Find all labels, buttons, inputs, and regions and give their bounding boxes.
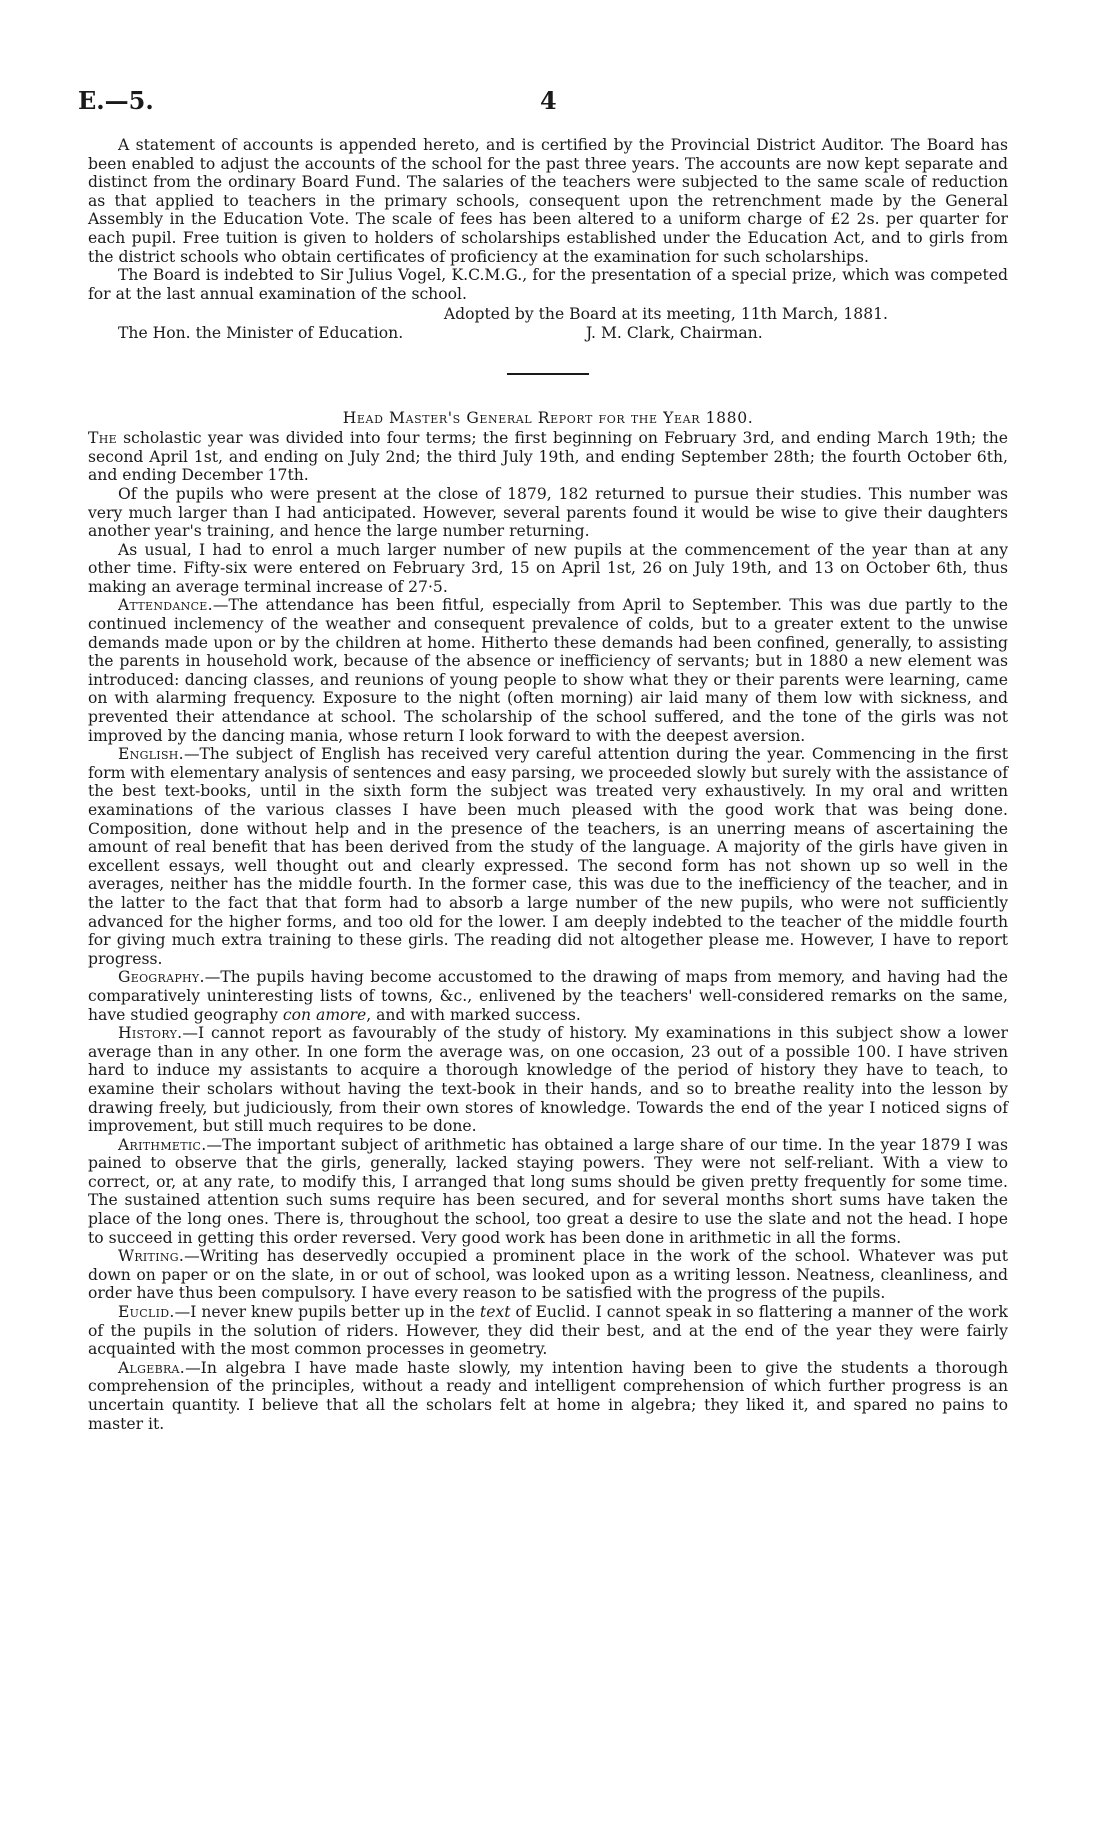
euclid-emphasis: text [479, 1303, 511, 1322]
english-text: —The subject of English has received very careful attention during the year. Commencing in the first form with elementary analysis of sentences and easy parsing, we proceeded slowly but surely with the assistance of the best text-books, until in the sixth form the subject was treated very exhaustively. In my oral and written examinations of the various classes I have been much pleased with the good work that was being done. Composition, done without help and in the presence of the teachers, is an unerring means of ascertaining the amount of real benefit that has been derived from the study of the language. A majority of the girls have given in excellent essays, well thought out and clearly expressed. The second form has not shown up so well in the averages, neither has the middle fourth. In the former case, this was due to the inefficiency of the teacher, and in the latter to the fact that that form had to absorb a large number of the new pupils, who were not sufficiently advanced for the higher forms, and too old for the lower. I am deeply indebted to the teacher of the middle fourth for giving much extra training to these girls. The reading did not altogether please me. However, I have to report progress. [88, 745, 1008, 968]
euclid-label: Euclid. [118, 1303, 175, 1322]
signature-line [88, 324, 1008, 343]
report-heading: Head Master's General Report for the Year 1880. [342, 408, 754, 427]
arithmetic-label: Arithmetic. [118, 1135, 207, 1154]
euclid-text-a: —I never knew pupils better up in the [174, 1303, 480, 1322]
adoption-text: Adopted by the Board at its meeting, 11th March, 1881. [443, 305, 888, 324]
english-label: English. [118, 745, 184, 764]
chairman-signature: J. M. Clark, Chairman. [586, 323, 763, 342]
attendance-paragraph [88, 596, 1008, 745]
enrolment-paragraph: As usual, I had to enrol a much larger number of new pupils at the commencement of the year than at any other time. Fifty-six were entered on February 3rd, 15 on April 1st, 26 on July 19th, and 13 on October 6th, thus making an average terminal increase of 27·5. [88, 540, 1008, 596]
algebra-paragraph [88, 1359, 1008, 1433]
algebra-text: —In algebra I have made haste slowly, my intention having been to give the students a thorough comprehension of the principles, without a ready and intelligent comprehension of which further progress is an uncertain quantity. I believe that all the scholars felt at home in algebra; they liked it, and spared no pains to master it. [88, 1358, 1008, 1433]
document-reference: E.—5. [78, 86, 154, 115]
geography-label: Geography. [118, 968, 205, 987]
history-label: History. [118, 1024, 183, 1043]
page-body [88, 136, 1008, 1433]
euclid-text-b: of Euclid. I cannot speak in so flattering a manner of the work of the pupils in the solution of riders. However, they did their best, and at the end of the year they were fairly acquainted with the most common processes in geometry. [88, 1303, 1008, 1359]
geography-text-a: —The pupils having become accustomed to the drawing of maps from memory, and having had the comparatively uninteresting lists of towns, &c., enlivened by the teachers' well-considered remarks on the same, have studied geography [88, 968, 1008, 1024]
attendance-label: Attendance. [118, 596, 213, 615]
arithmetic-paragraph [88, 1136, 1008, 1248]
adoption-line [88, 305, 1008, 324]
returning-pupils-paragraph: Of the pupils who were present at the close of 1879, 182 returned to pursue their studies. This number was very much larger than I had anticipated. However, several parents found it would be wise to give their daughters another year's training, and hence the large number returning. [88, 484, 1008, 541]
algebra-label: Algebra. [118, 1358, 186, 1377]
writing-paragraph [88, 1247, 1008, 1303]
writing-label: Writing. [118, 1247, 185, 1266]
arithmetic-text: —The important subject of arithmetic has obtained a large share of our time. In the year 1879 I was pained to observe that the girls, generally, lacked staying powers. They were not self-reliant. With a view to correct, or, at any rate, to modify this, I arranged that long sums should be given pretty frequently for some time. The sustained attention such sums require has been secured, and for several months short sums have taken the place of the long ones. There is, throughout the school, too great a desire to use the slate and not the head. I hope to succeed in getting this order reversed. Very good work has been done in arithmetic in all the forms. [88, 1135, 1008, 1247]
accounts-paragraph: A statement of accounts is appended hereto, and is certified by the Provincial District Auditor. The Board has been enabled to adjust the accounts of the school for the past three years. The accounts are now kept separate and distinct from the ordinary Board Fund. The salaries of the teachers were subjected to the same scale of reduction as that applied to teachers in the primary schools, consequent upon the retrenchment made by the General Assembly in the Education Vote. The scale of fees has been altered to a uniform charge of £2 2s. per quarter for each pupil. Free tuition is given to holders of scholarships established under the Education Act, and to girls from the district schools who obtain certificates of proficiency at the examination for such scholarships. [88, 136, 1008, 266]
euclid-paragraph [88, 1303, 1008, 1359]
page-number: 4 [540, 86, 557, 115]
page-header [78, 86, 1036, 116]
geography-text-b: , and with marked success. [366, 1005, 581, 1024]
terms-paragraph [88, 429, 1008, 485]
intro-lead-word: The [88, 429, 117, 448]
terms-text: scholastic year was divided into four terms; the first beginning on February 3rd, and ending March 19th; the second April 1st, and ending on July 2nd; the third July 19th, and ending September 28th; the fourth October 6th, and ending December 17th. [88, 429, 1008, 485]
addressee: The Hon. the Minister of Education. [118, 323, 404, 342]
history-text: —I cannot report as favourably of the study of history. My examinations in this subject show a lower average than in any other. In one form the average was, on one occasion, 23 out of a possible 100. I have striven hard to induce my assistants to acquire a thorough knowledge of the period of history they have to teach, to examine their scholars without having the text-book in their hands, and so to breathe reality into the lesson by drawing freely, but judiciously, from their own stores of knowledge. Towards the end of the year I noticed signs of improvement, but still much requires to be done. [88, 1024, 1008, 1136]
geography-emphasis: con amore [282, 1005, 367, 1024]
section-divider [507, 373, 589, 375]
history-paragraph [88, 1024, 1008, 1136]
attendance-text: —The attendance has been fitful, especially from April to September. This was due partly to the continued inclemency of the weather and consequent prevalence of colds, but to a greater extent to the unwise demands made upon or by the children at home. Hitherto these demands had been confined, generally, to assisting the parents in household work, because of the absence or inefficiency of servants; but in 1880 a new element was introduced: dancing classes, and reunions of young people to show what they or their parents were learning, came on with alarming frequency. Exposure to the night (often morning) air laid many of them low with sickness, and prevented their attendance at school. The scholarship of the school suffered, and the tone of the girls was not improved by the dancing mania, whose return I look forward to with the deepest aversion. [88, 596, 1008, 745]
geography-paragraph [88, 968, 1008, 1024]
writing-text: —Writing has deservedly occupied a prominent place in the work of the school. Whatever was put down on paper or on the slate, in or out of school, was looked upon as a writing lesson. Neatness, cleanliness, and order have thus been compulsory. I have every reason to be satisfied with the progress of the pupils. [88, 1247, 1008, 1303]
prize-paragraph: The Board is indebted to Sir Julius Vogel, K.C.M.G., for the presentation of a special prize, which was competed for at the last annual examination of the school. [88, 266, 1008, 303]
english-paragraph [88, 745, 1008, 968]
